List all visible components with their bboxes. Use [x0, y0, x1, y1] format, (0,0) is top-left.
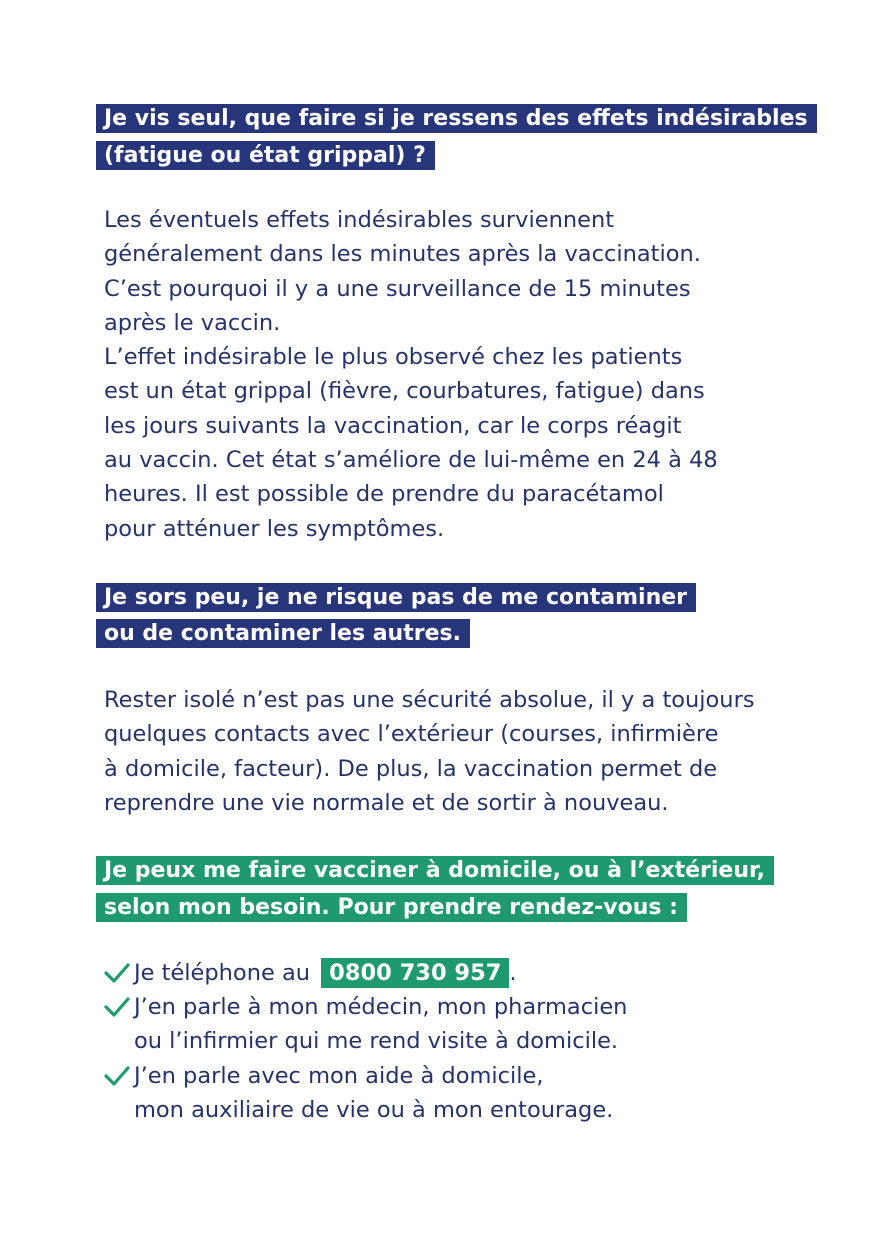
section3-heading-line-1: Je peux me faire vacciner à domicile, ou à l’extérieur,: [96, 856, 774, 885]
section1-heading-line-2: (fatigue ou état grippal) ?: [96, 141, 435, 170]
section2-heading-line-1: Je sors peu, je ne risque pas de me contaminer: [96, 583, 696, 612]
checkmark-icon: [104, 996, 130, 1018]
text-line: est un état grippal (fièvre, courbatures, fatigue) dans: [104, 378, 705, 405]
list-item-doctor-line-1: J’en parle à mon médecin, mon pharmacien: [134, 994, 628, 1020]
list-item-helper-line-1: J’en parle avec mon aide à domicile,: [134, 1063, 544, 1089]
text-line: pour atténuer les symptômes.: [104, 515, 445, 542]
list-item-phone-suffix: .: [509, 960, 517, 986]
phone-number[interactable]: 0800 730 957: [321, 958, 509, 988]
text-line: L’effet indésirable le plus observé chez les patients: [104, 344, 683, 371]
text-line: C’est pourquoi il y a une surveillance de 15 minutes: [104, 275, 691, 302]
section3-heading-line-2: selon mon besoin. Pour prendre rendez-vous :: [96, 893, 687, 922]
section2-heading-line-2: ou de contaminer les autres.: [96, 619, 470, 648]
section1-body: [104, 203, 718, 546]
text-line: Rester isolé n’est pas une sécurité absolue, il y a toujours: [104, 687, 755, 713]
list-item-doctor-line-2: ou l’infirmier qui me rend visite à domicile.: [134, 1028, 619, 1054]
list-item-phone-prefix: Je téléphone au: [134, 960, 311, 986]
text-line: quelques contacts avec l’extérieur (courses, infirmière: [104, 721, 719, 748]
text-line: Les éventuels effets indésirables surviennent: [104, 207, 615, 233]
text-line: les jours suivants la vaccination, car le corps réagit: [104, 412, 682, 439]
section2-body: [104, 683, 755, 820]
list-item-phone: [134, 956, 517, 990]
checkmark-icon: [104, 1065, 130, 1087]
list-item-helper-line-2: mon auxiliaire de vie ou à mon entourage.: [134, 1097, 614, 1123]
text-line: au vaccin. Cet état s’améliore de lui-même en 24 à 48: [104, 447, 718, 474]
text-line: après le vaccin.: [104, 309, 281, 336]
checkmark-icon: [104, 962, 130, 984]
section1-heading-line-1: Je vis seul, que faire si je ressens des effets indésirables: [96, 104, 817, 133]
text-line: généralement dans les minutes après la vaccination.: [104, 241, 701, 268]
text-line: heures. Il est possible de prendre du paracétamol: [104, 481, 664, 508]
text-line: reprendre une vie normale et de sortir à nouveau.: [104, 789, 669, 816]
text-line: à domicile, facteur). De plus, la vaccination permet de: [104, 755, 718, 782]
